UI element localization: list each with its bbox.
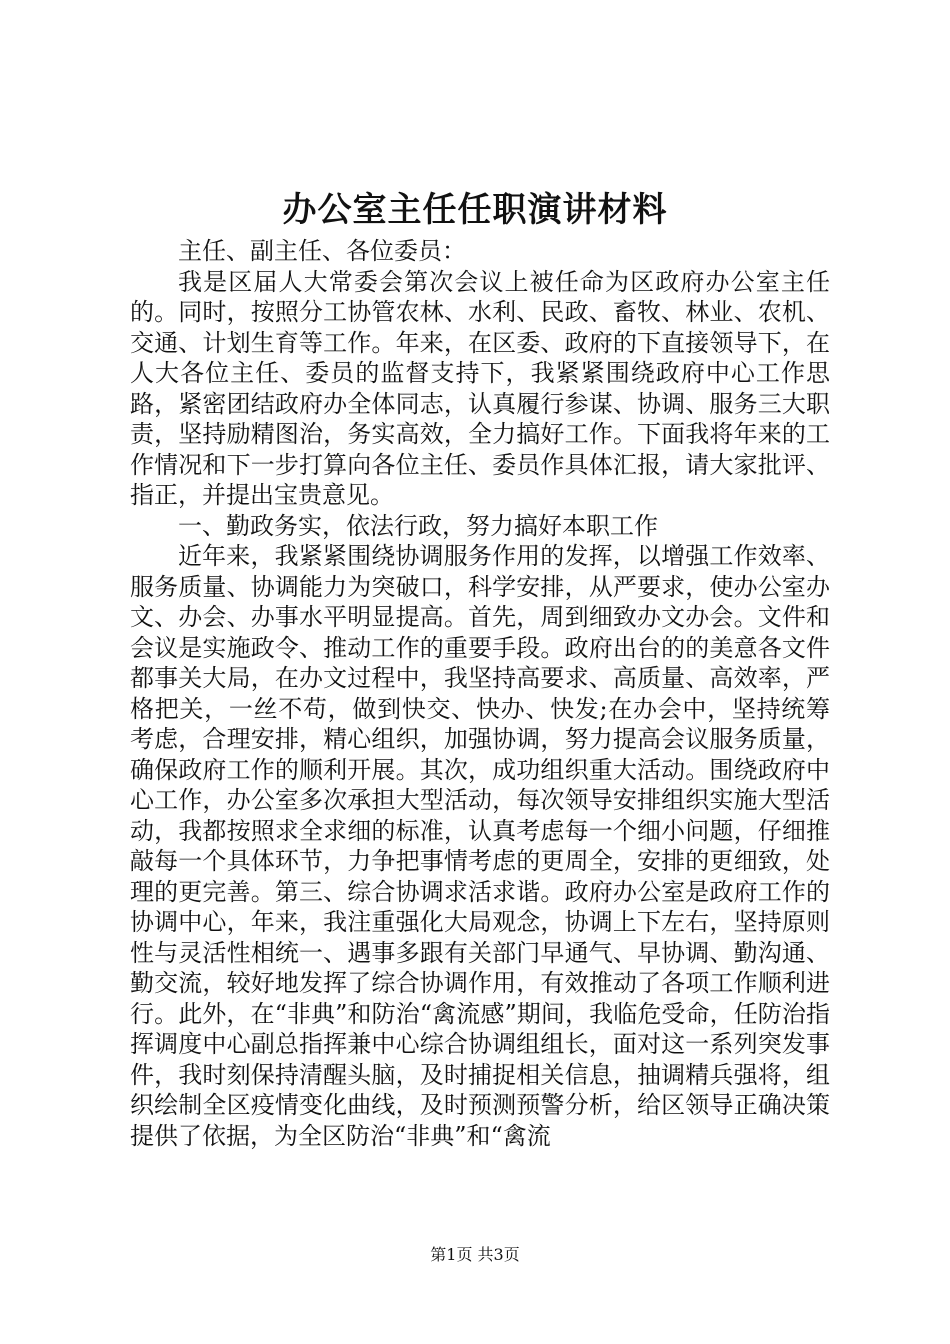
document-body bbox=[130, 236, 830, 1151]
salutation-paragraph: 主任、副主任、各位委员： bbox=[178, 237, 466, 265]
intro-paragraph: 我是区届人大常委会第次会议上被任命为区政府办公室主任的。同时，按照分工协管农林、水利、民政、畜牧、林业、农机、交通、计划生育等工作。年来，在区委、政府的下直接领导下，在人大各位主任、委员的监督支持下，我紧紧围绕政府中心工作思路，紧密团结政府办全体同志，认真履行参谋、协调、服务三大职责，坚持励精图治，务实高效，全力搞好工作。下面我将年来的工作情况和下一步打算向各位主任、委员作具体汇报，请大家批评、指正，并提出宝贵意见。 bbox=[130, 267, 830, 509]
document-title: 办公室主任任职演讲材料 bbox=[282, 190, 668, 230]
page-number: 第1页 共3页 bbox=[430, 1245, 520, 1264]
body-paragraph: 近年来，我紧紧围绕协调服务作用的发挥，以增强工作效率、服务质量、协调能力为突破口，科学安排，从严要求，使办公室办文、办会、办事水平明显提高。首先，周到细致办文办会。文件和会议是实施政令、推动工作的重要手段。政府出台的的美意各文件都事关大局，在办文过程中，我坚持高要求、高质量、高效率，严格把关，一丝不苟，做到快交、快办、快发;在办会中，坚持统筹考虑，合理安排，精心组织，加强协调，努力提高会议服务质量，确保政府工作的顺利开展。其次，成功组织重大活动。围绕政府中心工作，办公室多次承担大型活动，每次领导安排组织实施大型活动，我都按照求全求细的标准，认真考虑每一个细小问题，仔细推敲每一个具体环节，力争把事情考虑的更周全，安排的更细致，处理的更完善。第三、综合协调求活求谐。政府办公室是政府工作的协调中心，年来，我注重强化大局观念，协调上下左右，坚持原则性与灵活性相统一、遇事多跟有关部门早通气、早协调、勤沟通、勤交流，较好地发挥了综合协调作用，有效推动了各项工作顺利进行。此外，在“非典”和防治“禽流感”期间，我临危受命，任防治指挥调度中心副总指挥兼中心综合协调组组长，面对这一系列突发事件，我时刻保持清醒头脑，及时捕捉相关信息，抽调精兵强将，组织绘制全区疫情变化曲线，及时预测预警分析，给区领导正确决策提供了依据，为全区防治“非典”和“禽流 bbox=[130, 542, 830, 1150]
section-heading: 一、勤政务实，依法行政，努力搞好本职工作 bbox=[178, 511, 658, 540]
